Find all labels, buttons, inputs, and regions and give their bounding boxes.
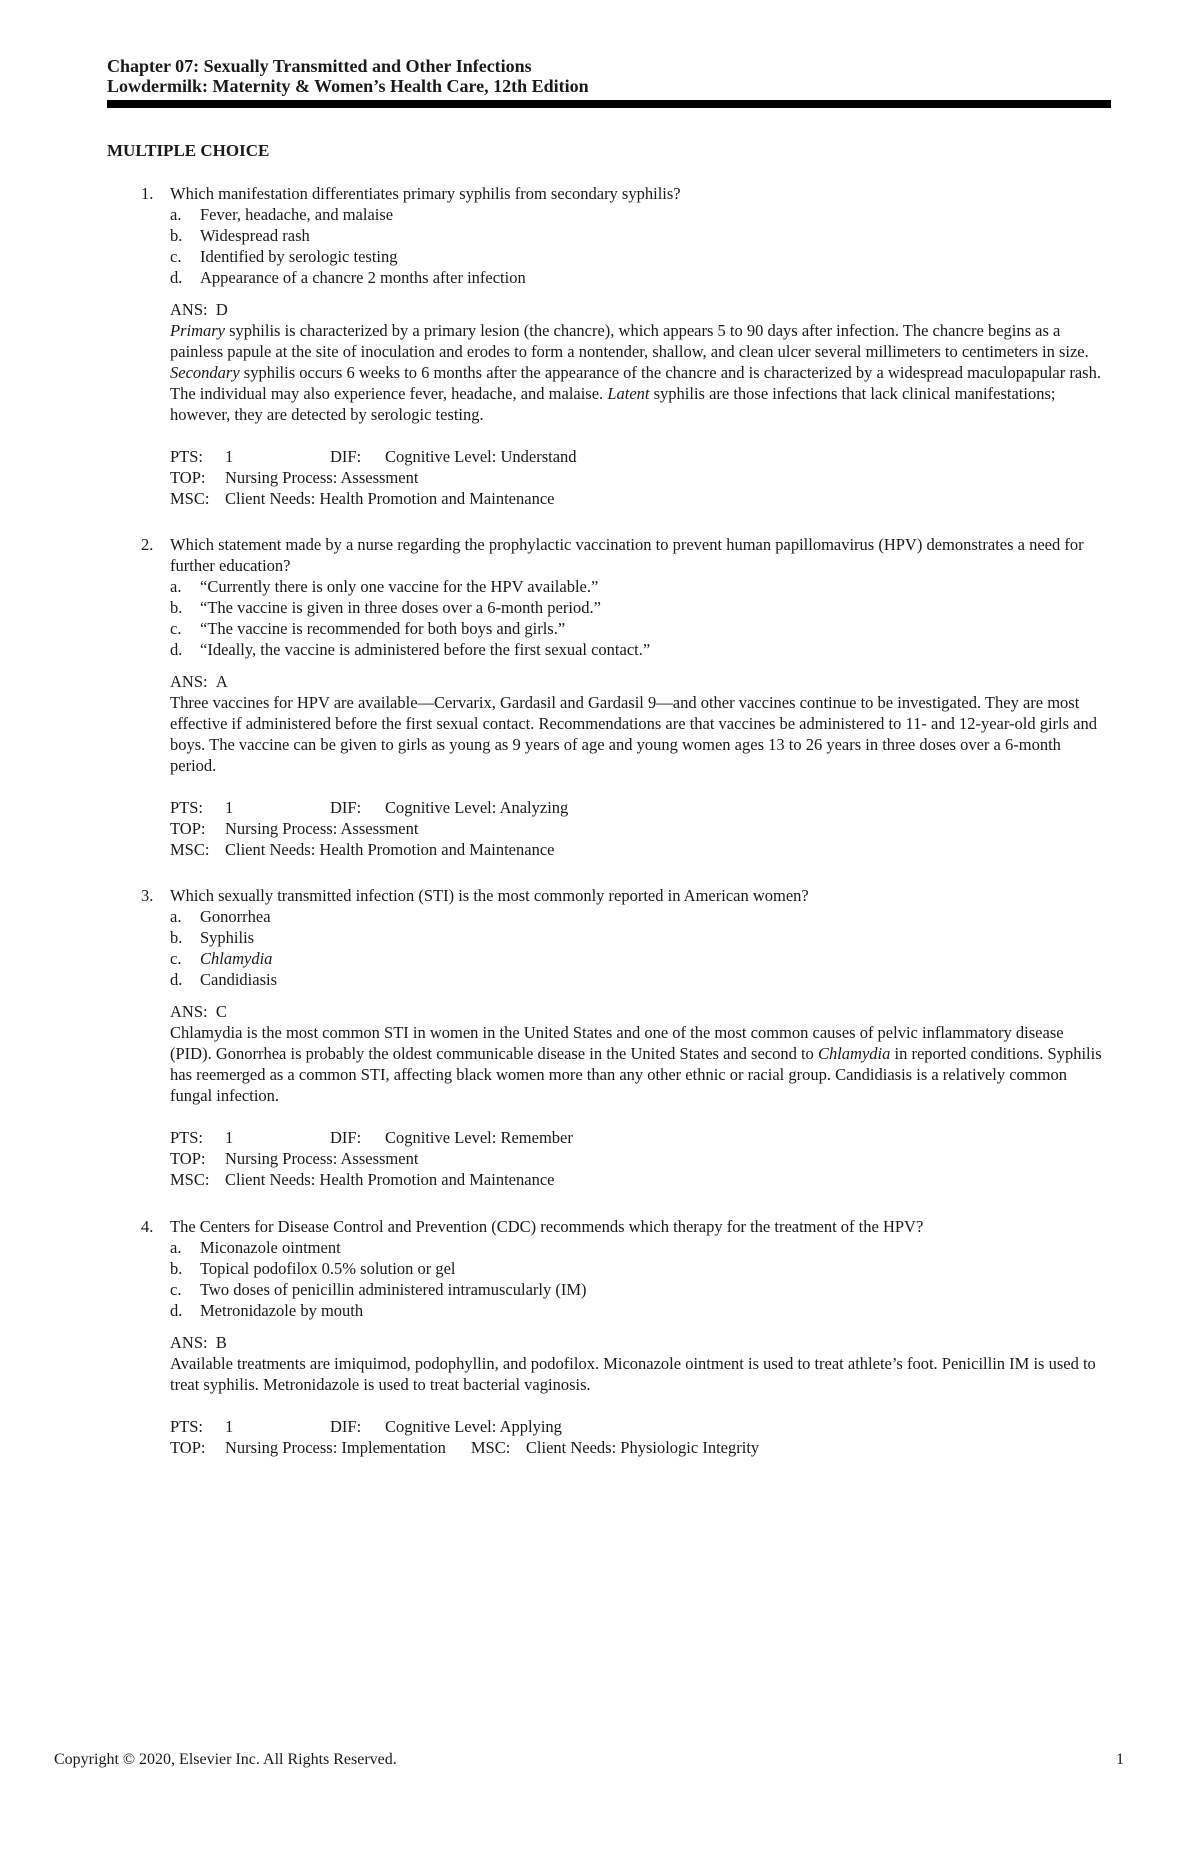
option-text: Gonorrhea <box>200 907 271 926</box>
answer-line: ANS: B <box>170 1333 227 1352</box>
rationale <box>141 692 1106 776</box>
option-letter: d. <box>170 1301 183 1320</box>
rationale <box>141 1022 1106 1106</box>
question-number: 2. <box>141 535 154 554</box>
option-letter: b. <box>170 226 183 245</box>
option-b <box>141 597 1106 618</box>
option-a <box>141 204 1106 225</box>
rationale-text: Primary <box>170 321 225 340</box>
question-meta: PTS: 1 DIF: Cognitive Level: Remember TOP: Nursing Process: Assessment MSC: Client Needs: Health Promotion and Maintenance <box>170 1128 573 1189</box>
option-b <box>141 927 1106 948</box>
question-meta: PTS: 1 DIF: Cognitive Level: Analyzing TOP: Nursing Process: Assessment MSC: Client Needs: Health Promotion and Maintenance <box>170 798 569 859</box>
option-c <box>141 618 1106 639</box>
question-stem: Which manifestation differentiates primary syphilis from secondary syphilis? <box>170 184 681 203</box>
option-letter: c. <box>170 949 182 968</box>
points-value: 1 <box>225 447 234 466</box>
answer-key: B <box>215 1333 227 1352</box>
rationale-text: Three vaccines for HPV are available—Cervarix, Gardasil and Gardasil 9—and other vaccines continue to be investigated. They are most effective if administered before the first sexual contact. Recommendations are that vaccines be administered to 11- and 12-year-old girls and boys. The vaccine can be given to girls as young as 9 years of age and young women ages 13 to 26 years in three doses over a 6-month period. <box>170 693 1097 775</box>
option-a <box>141 576 1106 597</box>
option-text: “The vaccine is recommended for both boys and girls.” <box>200 619 566 638</box>
rationale-text: Chlamydia is the most common STI in women in the United States and one of the most common causes of pelvic inflammatory disease (PID). Gonorrhea is probably the oldest communicable disease in the United States and second to <box>170 1023 1064 1063</box>
option-text: Miconazole ointment <box>200 1238 341 1257</box>
rationale-text: Secondary <box>170 363 240 382</box>
option-letter: a. <box>170 1238 182 1257</box>
chapter-title: Chapter 07: Sexually Transmitted and Other Infections <box>107 56 532 76</box>
difficulty-value: Cognitive Level: Applying <box>385 1417 562 1436</box>
option-text: Topical podofilox 0.5% solution or gel <box>200 1259 456 1278</box>
option-text: “Ideally, the vaccine is administered before the first sexual contact.” <box>200 640 651 659</box>
options-list <box>141 1237 1106 1321</box>
option-letter: a. <box>170 205 182 224</box>
option-text: Candidiasis <box>200 970 277 989</box>
option-letter: d. <box>170 268 183 287</box>
difficulty-value: Cognitive Level: Remember <box>385 1128 573 1147</box>
answer-line: ANS: A <box>170 672 228 691</box>
option-text: Identified by serologic testing <box>200 247 398 266</box>
option-letter: c. <box>170 1280 182 1299</box>
points-value: 1 <box>225 1417 234 1436</box>
option-text: Chlamydia <box>200 949 273 968</box>
question-number: 3. <box>141 886 154 905</box>
option-letter: c. <box>170 619 182 638</box>
option-text: Fever, headache, and malaise <box>200 205 394 224</box>
answer-line: ANS: C <box>170 1002 227 1021</box>
question-1 <box>141 183 1106 509</box>
option-d <box>141 639 1106 660</box>
option-text: Syphilis <box>200 928 255 947</box>
question-meta: PTS: 1 DIF: Cognitive Level: Applying TOP: Nursing Process: Implementation MSC: Client Needs: Physiologic Integrity <box>170 1417 760 1457</box>
rationale <box>141 320 1106 425</box>
rationale-text: Chlamydia <box>817 1044 891 1063</box>
option-text: Appearance of a chancre 2 months after infection <box>200 268 526 287</box>
option-c <box>141 948 1106 969</box>
option-a <box>141 906 1106 927</box>
document-header <box>107 56 1109 108</box>
option-d <box>141 267 1106 288</box>
option-a <box>141 1237 1106 1258</box>
points-value: 1 <box>225 798 234 817</box>
header-rule <box>107 100 1111 108</box>
option-letter: d. <box>170 970 183 989</box>
difficulty-value: Cognitive Level: Understand <box>385 447 577 466</box>
answer-key: D <box>215 300 228 319</box>
option-b <box>141 225 1106 246</box>
options-list <box>141 576 1106 660</box>
topic-value: Nursing Process: Assessment <box>225 468 419 487</box>
question-2 <box>141 534 1106 860</box>
options-list <box>141 204 1106 288</box>
msc-value: Client Needs: Physiologic Integrity <box>525 1438 760 1457</box>
question-number: 4. <box>141 1217 154 1236</box>
option-letter: d. <box>170 640 183 659</box>
answer-key: C <box>215 1002 227 1021</box>
rationale-text: syphilis occurs 6 weeks to 6 months after the appearance of the chancre and is characterized by a widespread maculopapular rash. The individual may also experience fever, headache, and malaise. <box>170 363 1101 403</box>
option-letter: a. <box>170 577 182 596</box>
rationale <box>141 1353 1106 1395</box>
option-c <box>141 1279 1106 1300</box>
msc-value: Client Needs: Health Promotion and Maintenance <box>225 489 555 508</box>
answer-line: ANS: D <box>170 300 228 319</box>
difficulty-value: Cognitive Level: Analyzing <box>385 798 569 817</box>
option-text: “The vaccine is given in three doses over a 6-month period.” <box>200 598 601 617</box>
msc-value: Client Needs: Health Promotion and Maintenance <box>225 1170 555 1189</box>
question-stem: The Centers for Disease Control and Prevention (CDC) recommends which therapy for the treatment of the HPV? <box>170 1217 924 1236</box>
option-c <box>141 246 1106 267</box>
rationale-text: syphilis are those infections that lack clinical manifestations; however, they are detected by serologic testing. <box>170 384 1056 424</box>
option-letter: c. <box>170 247 182 266</box>
question-3 <box>141 885 1106 1190</box>
option-letter: b. <box>170 928 183 947</box>
msc-value: Client Needs: Health Promotion and Maintenance <box>225 840 555 859</box>
question-stem: Which sexually transmitted infection (STI) is the most commonly reported in American women? <box>170 886 809 905</box>
topic-value: Nursing Process: Assessment <box>225 819 419 838</box>
option-d <box>141 1300 1106 1321</box>
question-meta: PTS: 1 DIF: Cognitive Level: Understand TOP: Nursing Process: Assessment MSC: Client Needs: Health Promotion and Maintenance <box>170 447 577 508</box>
rationale-text: Available treatments are imiquimod, podophyllin, and podofilox. Miconazole ointment is used to treat athlete’s foot. Penicillin IM is used to treat syphilis. Metronidazole is used to treat bacterial vaginosis. <box>170 1354 1096 1394</box>
option-text: Widespread rash <box>200 226 310 245</box>
options-list <box>141 906 1106 990</box>
option-d <box>141 969 1106 990</box>
option-letter: b. <box>170 1259 183 1278</box>
points-value: 1 <box>225 1128 234 1147</box>
section-title: MULTIPLE CHOICE <box>107 141 270 160</box>
question-stem: Which statement made by a nurse regarding the prophylactic vaccination to prevent human papillomavirus (HPV) demonstrates a need for further education? <box>170 535 1084 575</box>
option-text: “Currently there is only one vaccine for the HPV available.” <box>200 577 599 596</box>
page-number: 1 <box>1116 1751 1124 1768</box>
option-b <box>141 1258 1106 1279</box>
answer-key: A <box>215 672 228 691</box>
topic-value: Nursing Process: Implementation <box>225 1438 446 1457</box>
option-text: Metronidazole by mouth <box>200 1301 364 1320</box>
option-letter: a. <box>170 907 182 926</box>
option-letter: b. <box>170 598 183 617</box>
question-4 <box>141 1216 1106 1458</box>
book-title: Lowdermilk: Maternity & Women’s Health Care, 12th Edition <box>107 76 589 96</box>
option-text: Two doses of penicillin administered intramuscularly (IM) <box>200 1280 587 1299</box>
rationale-text: in reported conditions. Syphilis has reemerged as a common STI, affecting black women more than any other ethnic or racial group. Candidiasis is a relatively common fungal infection. <box>170 1044 1102 1105</box>
question-number: 1. <box>141 184 154 203</box>
rationale-text: Latent <box>607 384 650 403</box>
topic-value: Nursing Process: Assessment <box>225 1149 419 1168</box>
rationale-text: syphilis is characterized by a primary lesion (the chancre), which appears 5 to 90 days after infection. The chancre begins as a painless papule at the site of inoculation and erodes to form a nontender, shallow, and clean ulcer several millimeters to centimeters in size. <box>170 321 1089 361</box>
copyright-notice: Copyright © 2020, Elsevier Inc. All Rights Reserved. <box>54 1751 397 1768</box>
